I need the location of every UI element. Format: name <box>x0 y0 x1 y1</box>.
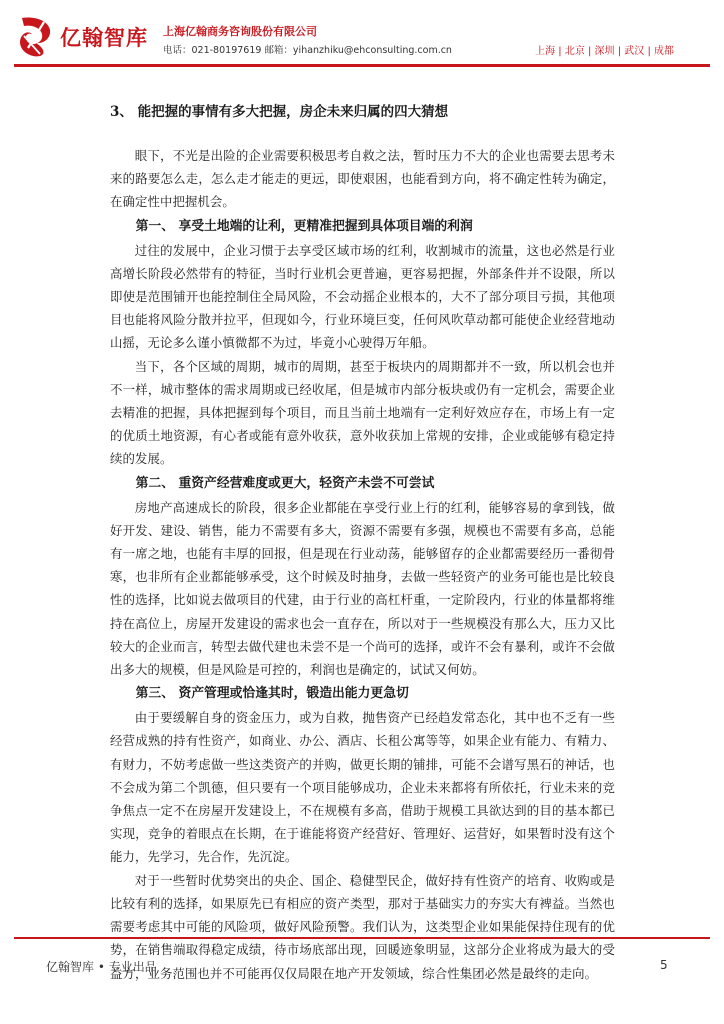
header-divider <box>14 64 710 67</box>
point-1-paragraph-2: 当下，各个区域的周期，城市的周期，甚至于板块内的周期都并不一致，所以机会也并不一样，城市整体的需求周期或已经收尾，但是城市内部分板块或仍有一定机会，需要企业去精准的把握，具体把握到每个项目，而且当前土地端有一定利好效应存在，市场上有一定的优质土地资源，有心者或能有意外收获，意外收获加上常规的安排，企业或能够有稳定持续的发展。 <box>110 358 615 467</box>
point-1-title: 第一、 享受土地端的让利，更精准把握到具体项目端的利润 <box>135 218 473 234</box>
section-heading: 3、 能把握的事情有多大把握，房企未来归属的四大猜想 <box>110 104 449 120</box>
office-cities: 上海 | 北京 | 深圳 | 武汉 | 成都 <box>535 46 674 57</box>
page-number: 5 <box>660 958 668 972</box>
point-3-paragraph-2: 对于一些暂时优势突出的央企、国企、稳健型民企，做好持有性资产的培育、收购或是比较有利的选择，如果原先已有相应的资产类型，那对于基础实力的夯实大有裨益。当然也需要考虑其中可能的风险项，做好风险预警。我们认为，这类型企业如果能保持住现有的优势，在销售端取得稳定成绩，待市场底部出现，回暖迹象明显，这部分企业将成为最大的受益方，业务范围也并不可能再仅仅局限在地产开发领域，综合性集团必然是最终的走向。 <box>110 872 615 981</box>
point-1-paragraph-1: 过往的发展中，企业习惯于去享受区域市场的红利，收割城市的流量，这也必然是行业高增长阶段必然带有的特征，当时行业机会更普遍，更容易把握，外部条件并不设限，所以即使是范围铺开也能控制住全局风险，不会动摇企业根本的，大不了部分项目亏损，其他项目也能将风险分散并拉平，但现如今，行业环境巨变，任何风吹草动都可能使企业经营地动山摇，无论多么谨小慎微都不为过，毕竟小心驶得万年船。 <box>110 242 615 351</box>
point-3-paragraph-1: 由于要缓解自身的资金压力，或为自救，抛售资产已经趋发常态化，其中也不乏有一些经营成熟的持有性资产，如商业、办公、酒店、长租公寓等等，如果企业有能力、有精力、有财力，不妨考虑做一些这类资产的并购，做更长期的铺排，可能不会谱写黑石的神话，也不会成为第二个凯德，但只要有一个项目能够成功，企业未来都将有所依托，行业未来的竞争焦点一定不在房屋开发建设上，不在规模有多高，借助于规模工具欲达到的目的基本都已实现，竞争的着眼点在长期，在于谁能将资产经营好、管理好、运营好，如果暂时没有这个能力，先学习，先合作，先沉淀。 <box>110 710 615 865</box>
brand-name: 亿翰智库 <box>60 26 148 50</box>
page-header <box>0 0 724 72</box>
point-3-title: 第三、 资产管理或恰逢其时，锻造出能力更急切 <box>135 686 409 702</box>
footer-brand: 亿翰智库 • 专业出品 <box>46 960 157 974</box>
contact-info: 电话：021-80197619 邮箱：yihanzhiku@ehconsulting.com.cn <box>163 45 452 56</box>
page-body <box>110 100 615 985</box>
footer-divider <box>14 937 710 939</box>
point-2-title: 第二、 重资产经营难度或更大，轻资产未尝不可尝试 <box>135 475 435 491</box>
point-2-paragraph-1: 房地产高速成长的阶段，很多企业都能在享受行业上行的红利，能够容易的拿到钱，做好开发、建设、销售，能力不需要有多大，资源不需要有多强，规模也不需要有多高，总能有一席之地，也能有丰厚的回报，但是现在行业动荡，能够留存的企业都需要经历一番彻骨寒，也非所有企业都能够承受，这个时候及时抽身，去做一些轻资产的业务可能也是比较良性的选择，比如说去做项目的代建，由于行业的高杠杆重，一定阶段内，行业的体量都将维持在高位上，房屋开发建设的需求也会一直存在，所以对于一些规模没有那么大，压力又比较大的企业而言，转型去做代建也未尝不是一个尚可的选择，或许不会有暴利，或许不会做出多大的规模，但是风险是可控的，利润也是确定的，试试又何妨。 <box>110 499 615 678</box>
company-name: 上海亿翰商务咨询股份有限公司 <box>163 25 317 38</box>
brand-logo-icon <box>14 14 56 58</box>
intro-paragraph: 眼下，不光是出险的企业需要积极思考自救之法，暂时压力不大的企业也需要去思考未来的路要怎么走，怎么走才能走的更远，即使艰困，也能看到方向，将不确定性转为确定，在确定性中把握机会。 <box>110 148 615 210</box>
